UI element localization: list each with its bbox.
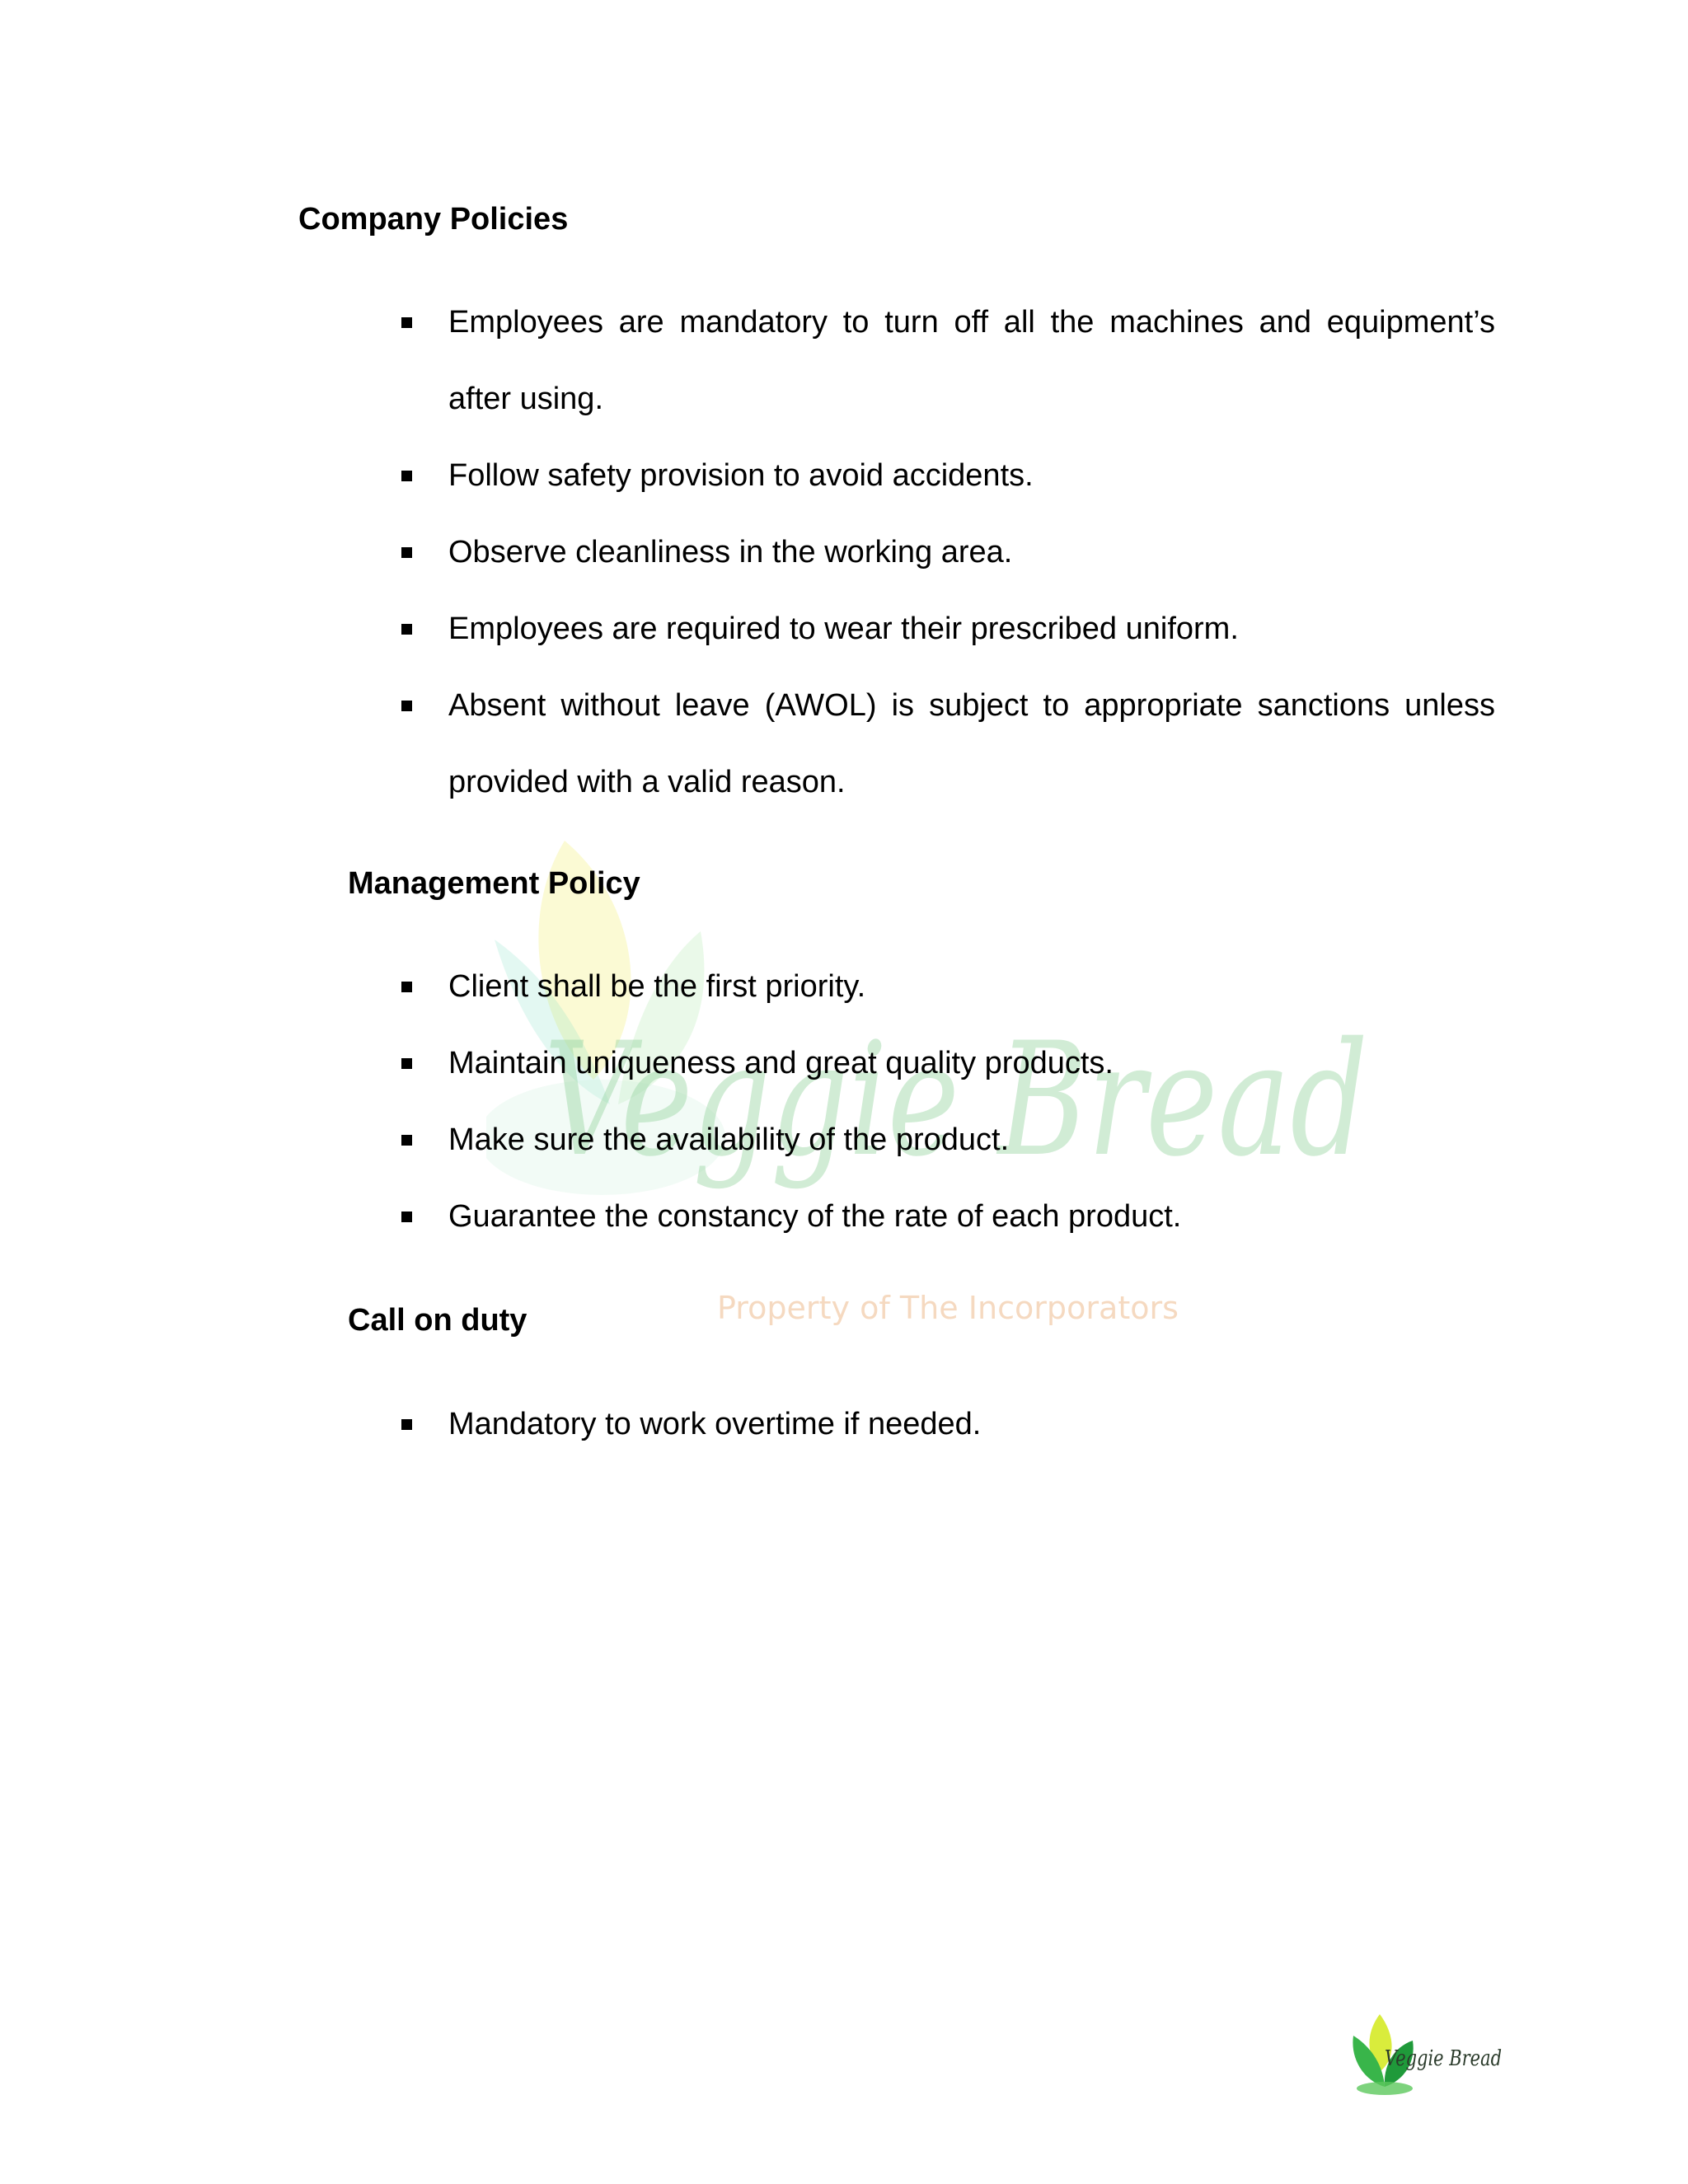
list-item-text: Employees are mandatory to turn off all the machines and equipment’s after using. xyxy=(448,305,1495,416)
square-bullet-icon xyxy=(401,624,412,635)
list-item-text: Maintain uniqueness and great quality products. xyxy=(448,1046,1114,1080)
list-item xyxy=(399,1386,1495,1463)
list-item xyxy=(399,949,1495,1025)
call-on-duty-heading: Call on duty xyxy=(348,1303,528,1338)
call-on-duty-list xyxy=(399,1386,1495,1463)
square-bullet-icon xyxy=(401,1135,412,1146)
square-bullet-icon xyxy=(401,317,412,328)
list-item xyxy=(399,1102,1495,1179)
square-bullet-icon xyxy=(401,1419,412,1430)
watermark-brand-text: Veggie Bread xyxy=(544,1009,1368,1191)
company-policies-list xyxy=(399,284,1495,821)
square-bullet-icon xyxy=(401,701,412,711)
list-item-text: Follow safety provision to avoid accidents. xyxy=(448,458,1034,493)
watermark-tagline-text: Property of The Incorporators xyxy=(717,1290,1179,1326)
management-policy-heading: Management Policy xyxy=(348,866,640,901)
list-item xyxy=(399,668,1495,821)
list-item-text: Client shall be the first priority. xyxy=(448,969,866,1004)
list-item-text: Make sure the availability of the product. xyxy=(448,1122,1010,1157)
square-bullet-icon xyxy=(401,1212,412,1222)
footer-logo xyxy=(1348,2011,1505,2097)
square-bullet-icon xyxy=(401,1058,412,1069)
list-item-text: Guarantee the constancy of the rate of each product. xyxy=(448,1199,1182,1234)
square-bullet-icon xyxy=(401,547,412,558)
list-item xyxy=(399,1025,1495,1102)
list-item xyxy=(399,438,1495,514)
list-item xyxy=(399,514,1495,591)
footer-logo-graphic xyxy=(1348,2011,1505,2097)
list-item-text: Employees are required to wear their prescribed uniform. xyxy=(448,612,1239,646)
company-policies-heading: Company Policies xyxy=(298,202,569,237)
list-item xyxy=(399,284,1495,438)
list-item xyxy=(399,591,1495,668)
list-item-text: Observe cleanliness in the working area. xyxy=(448,535,1013,569)
list-item xyxy=(399,1179,1495,1255)
square-bullet-icon xyxy=(401,982,412,992)
management-policy-list xyxy=(399,949,1495,1255)
list-item-text: Mandatory to work overtime if needed. xyxy=(448,1407,982,1441)
logo-leaf-base-icon xyxy=(1357,2082,1413,2095)
logo-brand-text: Veggie Bread xyxy=(1385,2046,1502,2071)
list-item-text: Absent without leave (AWOL) is subject to appropriate sanctions unless provided with a valid reason. xyxy=(448,688,1495,799)
square-bullet-icon xyxy=(401,471,412,481)
